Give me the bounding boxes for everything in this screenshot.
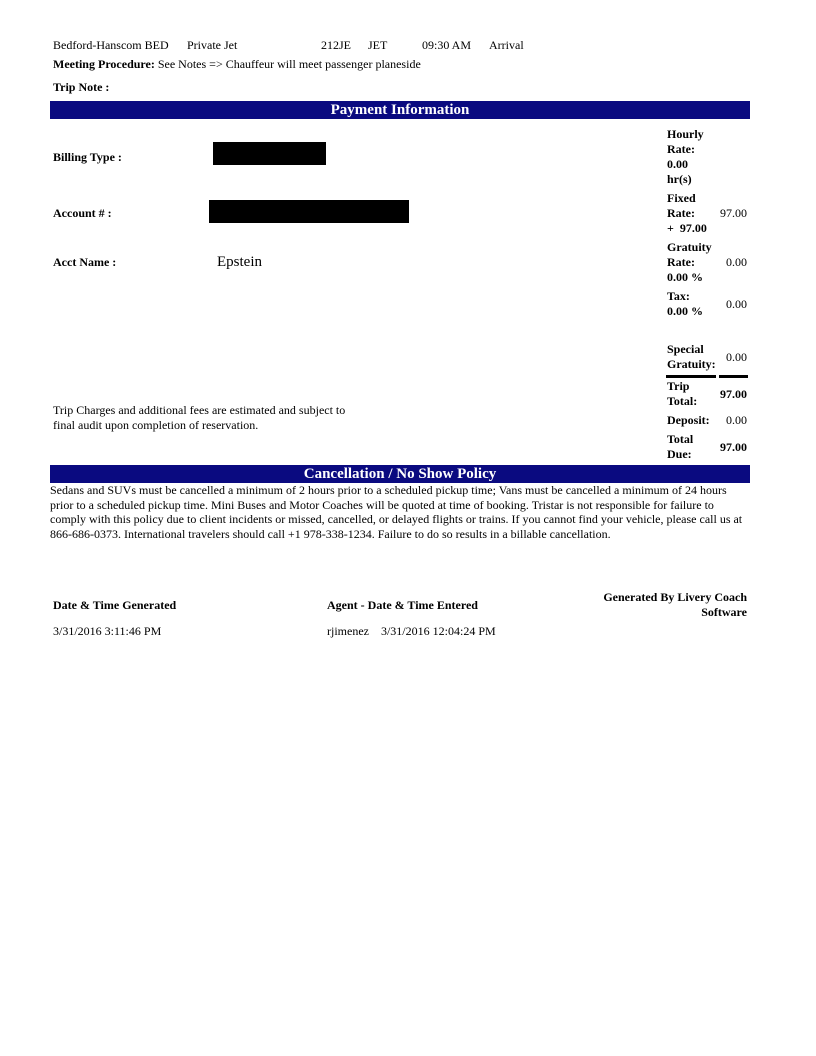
trip-total-value: 97.00 — [720, 387, 747, 401]
total-due-label-line: Due: — [667, 447, 692, 461]
date-generated-label: Date & Time Generated — [53, 598, 177, 612]
gratuity-label-line: Gratuity — [667, 240, 712, 254]
policy-line: 866-686-0373. International travelers should call +1 978-338-1234. Failure to do so results in a billable cancellation. — [50, 526, 611, 541]
account-number-redacted — [209, 200, 409, 223]
payment-information-header: Payment Information — [50, 101, 750, 119]
gratuity-percent: 0.00 % — [667, 270, 703, 284]
fixed-rate-value: 97.00 — [720, 206, 747, 220]
trip-note-label: Trip Note : — [53, 80, 110, 94]
deposit-label: Deposit: — [667, 413, 710, 427]
agent-entered-value: rjimenez 3/31/2016 12:04:24 PM — [327, 624, 496, 638]
policy-line: comply with this policy due to client incidents or missed, cancelled, or delayed flights or trains. If you cannot find your vehicle, please call us at — [50, 512, 743, 527]
special-gratuity-label — [667, 342, 716, 372]
special-gratuity-label-line: Special — [667, 342, 704, 356]
cancellation-policy-text — [50, 483, 750, 541]
hourly-rate-unit: hr(s) — [667, 172, 692, 186]
trip-tail-number: 212JE — [321, 38, 351, 52]
charges-note-line: Trip Charges and additional fees are estimated and subject to — [53, 403, 346, 417]
policy-line: Sedans and SUVs must be cancelled a minimum of 2 hours prior to a scheduled pickup time; Vans must be cancelled a minimum of 24 hours — [50, 483, 727, 497]
total-divider — [719, 375, 748, 378]
total-due-value: 97.00 — [720, 440, 747, 454]
gratuity-label-line: Rate: — [667, 255, 695, 269]
hourly-rate-label — [667, 127, 704, 187]
charges-note-line: final audit upon completion of reservation. — [53, 418, 259, 432]
special-gratuity-value: 0.00 — [726, 350, 747, 364]
hourly-rate-label-line: Rate: — [667, 142, 695, 156]
gratuity-value: 0.00 — [726, 255, 747, 269]
trip-carrier: Private Jet — [187, 38, 238, 52]
generated-by-line: Generated By Livery Coach — [603, 590, 747, 604]
hourly-rate-hours: 0.00 — [667, 157, 688, 171]
trip-direction: Arrival — [489, 38, 524, 52]
trip-total-label-line: Trip — [667, 379, 690, 393]
billing-type-label: Billing Type : — [53, 150, 122, 164]
cancellation-policy-header: Cancellation / No Show Policy — [50, 465, 750, 483]
tax-label-line: Tax: — [667, 289, 690, 303]
generated-by-software — [603, 590, 747, 620]
account-number-label: Account # : — [53, 206, 112, 220]
gratuity-rate-label — [667, 240, 712, 285]
fixed-rate-label-line: Rate: — [667, 206, 695, 220]
meeting-procedure — [53, 57, 421, 72]
trip-total-label — [667, 379, 697, 409]
policy-line: prior to a scheduled pickup time. Mini Buses and Motor Coaches will be quoted at time of booking. Tristar is not responsible for failure to — [50, 497, 714, 512]
tax-value: 0.00 — [726, 297, 747, 311]
total-due-label — [667, 432, 693, 462]
generated-by-line: Software — [701, 605, 747, 619]
acct-name-value: Epstein — [217, 254, 262, 270]
billing-type-redacted — [213, 142, 326, 165]
total-due-label-line: Total — [667, 432, 694, 446]
tax-label — [667, 289, 703, 319]
fixed-rate-label — [667, 191, 707, 236]
trip-aircraft-type: JET — [368, 38, 388, 52]
date-generated-value: 3/31/2016 3:11:46 PM — [53, 624, 162, 638]
fixed-rate-label-line: Fixed — [667, 191, 696, 205]
trip-location: Bedford-Hanscom BED — [53, 38, 169, 52]
tax-percent: 0.00 % — [667, 304, 703, 318]
meeting-procedure-label: Meeting Procedure: — [53, 57, 155, 71]
agent-entered-label: Agent - Date & Time Entered — [327, 598, 478, 612]
charges-estimate-note — [53, 403, 363, 433]
total-divider — [666, 375, 716, 378]
hourly-rate-label-line: Hourly — [667, 127, 704, 141]
deposit-value: 0.00 — [726, 413, 747, 427]
special-gratuity-label-line: Gratuity: — [667, 357, 716, 371]
acct-name-label: Acct Name : — [53, 255, 117, 269]
meeting-procedure-text: See Notes => Chauffeur will meet passenger planeside — [154, 57, 421, 71]
trip-total-label-line: Total: — [667, 394, 698, 408]
fixed-rate-amount: + 97.00 — [667, 221, 707, 235]
trip-time: 09:30 AM — [422, 38, 472, 52]
